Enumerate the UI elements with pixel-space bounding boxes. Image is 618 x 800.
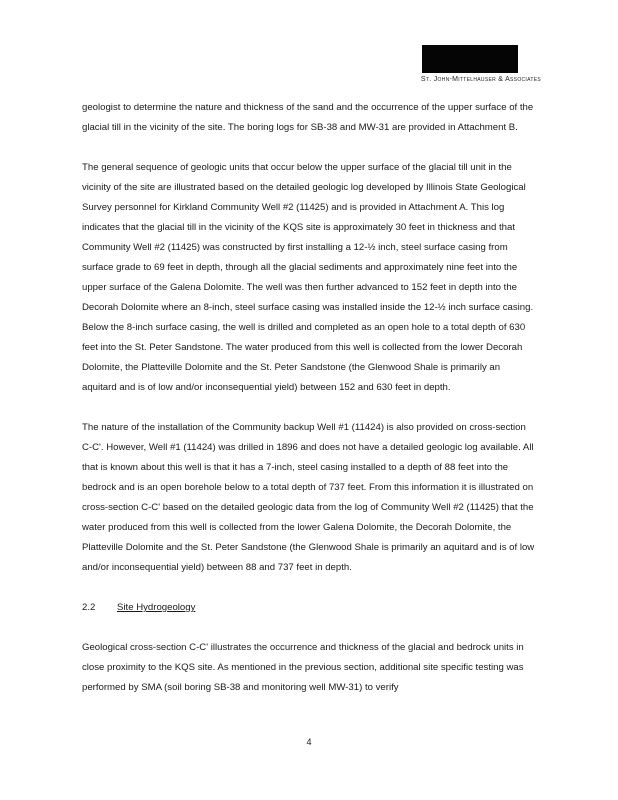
paragraph-2: The general sequence of geologic units that occur below the upper surface of the glacial till unit in the vicinity of the site are illustrated based on the detailed geologic log developed by Illinois State Geological Survey personnel for Kirkland Community Well #2 (11425) and is provided in Attachment A. This log indicates that the glacial till in the vicinity of the KQS site is approximately 30 feet in thickness and that Community Well #2 (11425) was constructed by first installing a 12-½ inch, steel surface casing from surface grade to 69 feet in depth, through all the glacial sediments and approximately nine feet into the upper surface of the Galena Dolomite. The well was then further advanced to 152 feet in depth into the Decorah Dolomite where an 8-inch, steel surface casing was installed inside the 12-½ inch surface casing. Below the 8-inch surface casing, the well is drilled and completed as an open hole to a total depth of 630 feet into the St. Peter Sandstone. The water produced from this well is collected from the lower Decorah Dolomite, the Platteville Dolomite and the St. Peter Sandstone (the Glenwood Shale is primarily an aquitard and is of low and/or inconsequential yield) between 152 and 630 feet in depth.	[82, 162, 534, 393]
section-number: 2.2	[82, 602, 96, 613]
section-heading	[82, 598, 536, 618]
page-number: 4	[306, 737, 312, 747]
body-text	[82, 98, 536, 718]
redaction-block	[422, 45, 518, 73]
paragraph-3: The nature of the installation of the Community backup Well #1 (11424) is also provided on cross-section C-C'. However, Well #1 (11424) was drilled in 1896 and does not have a detailed geologic log available. All that is known about this well is that it has a 7-inch, steel casing installed to a depth of 88 feet into the bedrock and is an open borehole below to a total depth of 737 feet. From this information it is illustrated on cross-section C-C' based on the detailed geologic data from the log of Community Well #2 (11425) that the water produced from this well is collected from the lower Galena Dolomite, the Decorah Dolomite, the Platteville Dolomite and the St. Peter Sandstone (the Glenwood Shale is primarily an aquitard and is of low and/or inconsequential yield) between 88 and 737 feet in depth.	[82, 422, 535, 573]
paragraph-1: geologist to determine the nature and thickness of the sand and the occurrence of the upper surface of the glacial till in the vicinity of the site. The boring logs for SB-38 and MW-31 are provided in Attachment B.	[82, 102, 534, 133]
paragraph-4: Geological cross-section C-C' illustrates the occurrence and thickness of the glacial and bedrock units in close proximity to the KQS site. As mentioned in the previous section, additional site specific testing was performed by SMA (soil boring SB-38 and monitoring well MW-31) to verify	[82, 642, 524, 693]
section-title: Site Hydrogeology	[117, 602, 196, 613]
firm-name: St. John-Mittelhauser & Associates	[420, 76, 541, 83]
